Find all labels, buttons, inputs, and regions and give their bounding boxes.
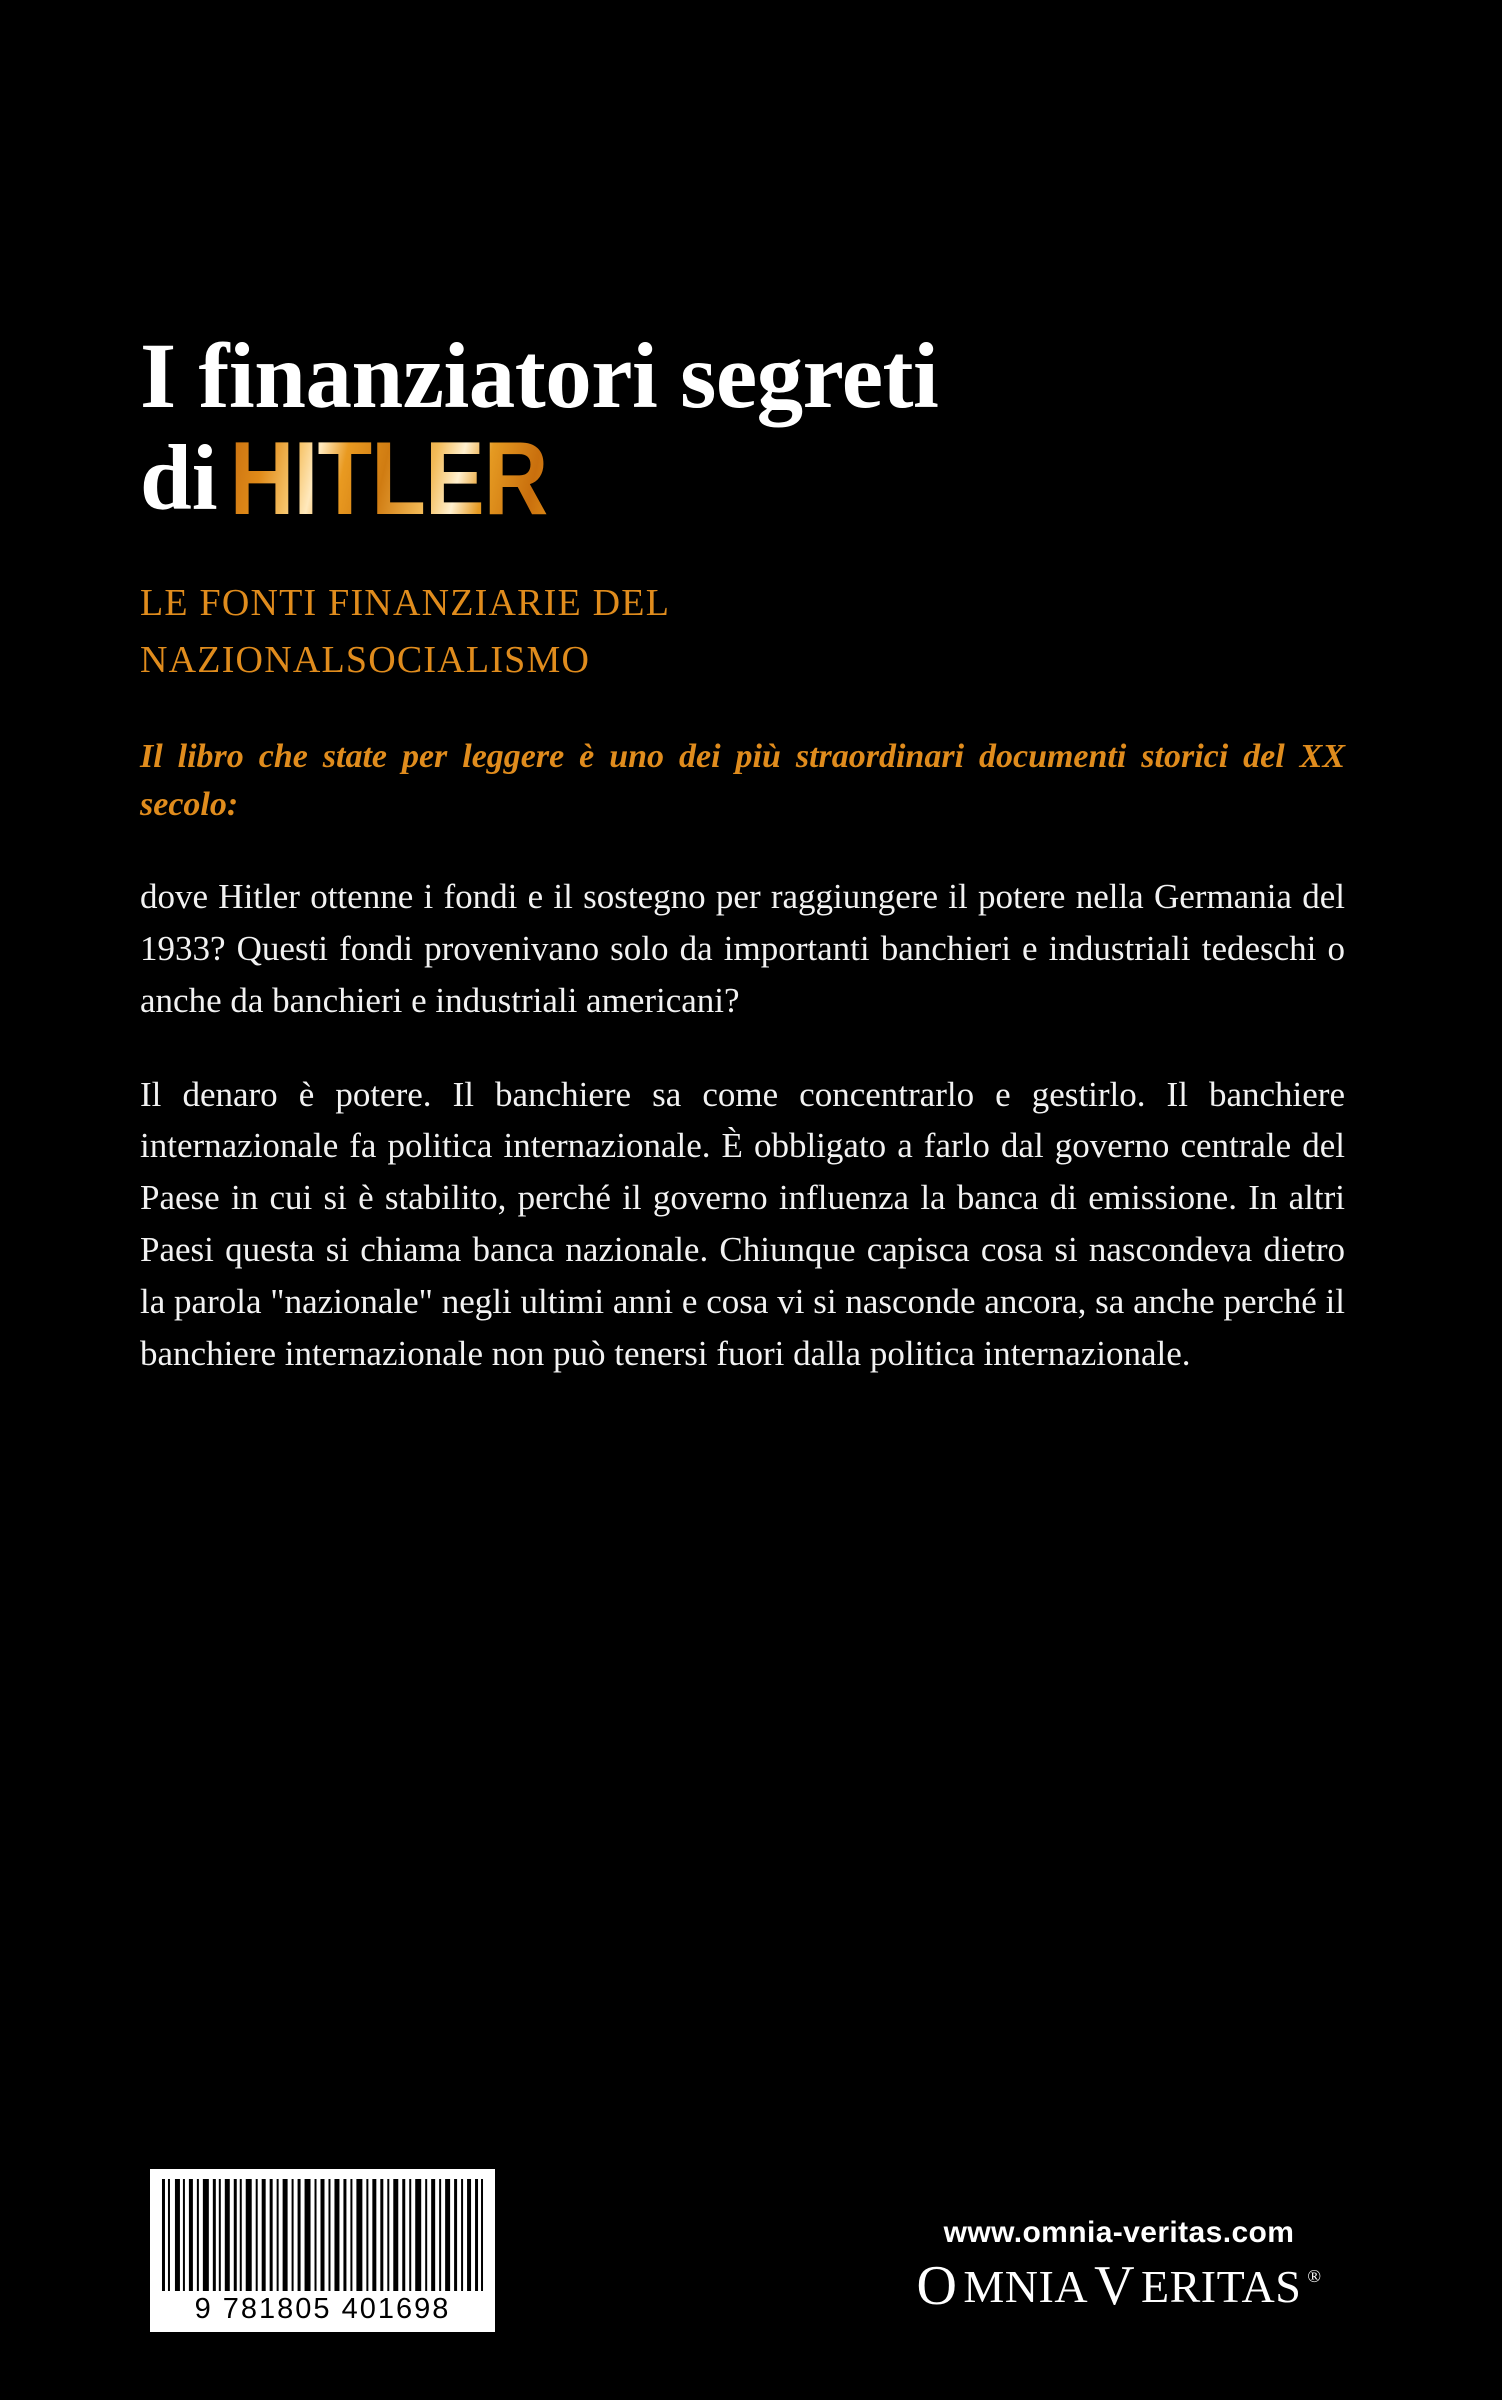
publisher-logo xyxy=(884,2254,1354,2318)
publisher-brand xyxy=(884,2216,1354,2318)
book-subtitle: LE FONTI FINANZIARIE DEL NAZIONALSOCIALISMO xyxy=(140,581,669,681)
publisher-website[interactable]: www.omnia-veritas.com xyxy=(943,2216,1295,2249)
publisher-initial-o: O xyxy=(916,2255,958,2317)
title-word-di: di xyxy=(140,426,218,530)
cover-content xyxy=(140,325,1362,1379)
body-paragraph-2: Il denaro è potere. Il banchiere sa come concentrarlo e gestirlo. Il banchiere internazionale fa politica internazionale. È obbligato a farlo dal governo centrale del Paese in cui si è stabilito, perché il governo influenza la banca di emissione. In altri Paesi questa si chiama banca nazionale. Chiunque capisca cosa si nascondeva dietro la parola "nazionale" negli ultimi anni e cosa vi si nasconde ancora, sa anche perché il banchiere internazionale non può tenersi fuori dalla politica internazionale. xyxy=(140,1074,1345,1373)
barcode-number: 9 781805 401698 xyxy=(194,2293,451,2325)
title-line-1: I finanziatori segreti xyxy=(140,325,939,428)
publisher-text-eritas: ERITAS xyxy=(1141,2260,1302,2312)
body-paragraph-1: dove Hitler ottenne i fondi e il sostegno per raggiungere il potere nella Germania del 1933? Questi fondi provenivano solo da importanti banchieri e industriali tedeschi o anche da banchieri e industriali americani? xyxy=(140,877,1345,1020)
registered-trademark-icon: ® xyxy=(1307,2265,1322,2286)
title-line-2 xyxy=(140,421,1362,537)
publisher-initial-v: V xyxy=(1094,2255,1136,2317)
title-word-hitler: HITLER xyxy=(229,421,548,537)
lead-paragraph: Il libro che state per leggere è uno dei più straordinari documenti storici del XX secolo: xyxy=(140,737,1345,824)
cover-footer xyxy=(0,2140,1502,2400)
barcode-icon xyxy=(158,2179,487,2291)
book-title xyxy=(140,325,1362,537)
publisher-text-mnia: MNIA xyxy=(963,2260,1089,2312)
barcode xyxy=(150,2169,495,2332)
